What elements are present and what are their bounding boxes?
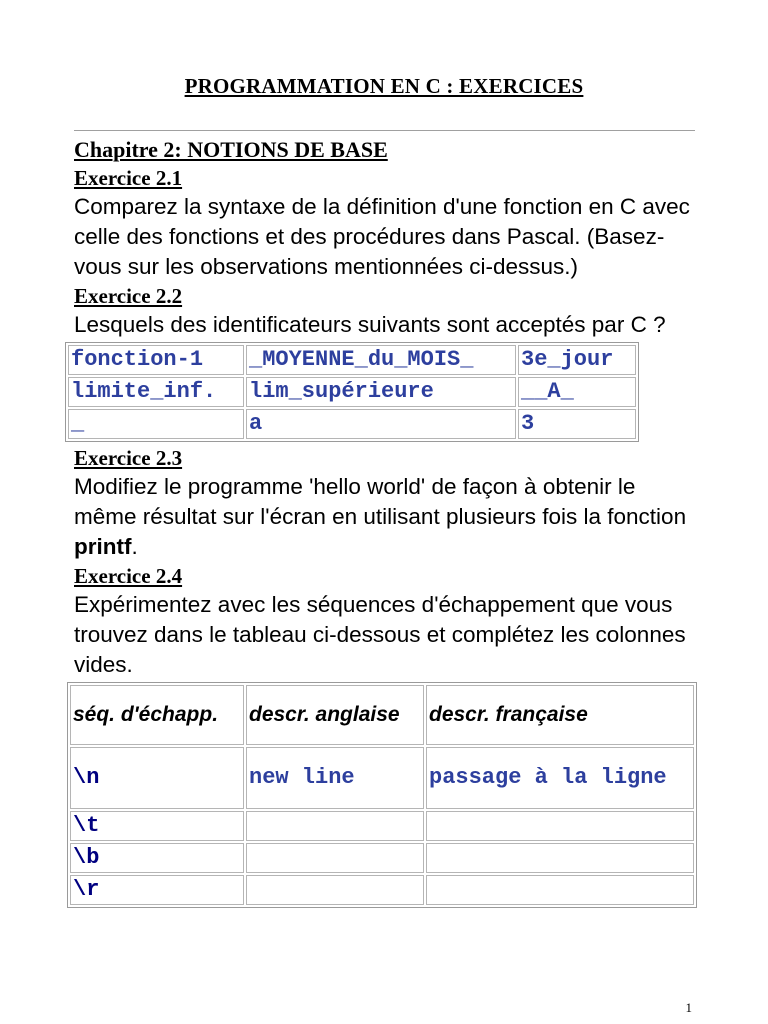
- header-cell: descr. française: [426, 685, 694, 745]
- page-title: PROGRAMMATION EN C : EXERCICES: [184, 74, 584, 98]
- escape-cell: \b: [70, 843, 244, 873]
- escape-sequences-table: [67, 682, 697, 908]
- identifier-cell: a: [246, 409, 516, 439]
- table-row: [70, 843, 694, 873]
- french-cell: passage à la ligne: [426, 747, 694, 809]
- english-cell: [246, 811, 424, 841]
- exercise-2-3-title: Exercice 2.3: [74, 446, 183, 470]
- escape-cell: \r: [70, 875, 244, 905]
- exercise-2-1-text: Comparez la syntaxe de la définition d'une fonction en C avec celle des fonctions et des procédures dans Pascal. (Basez-vous sur les observations mentionnées ci-dessus.): [74, 194, 690, 279]
- page-number: 1: [685, 1000, 692, 1015]
- header-cell: descr. anglaise: [246, 685, 424, 745]
- identifier-cell: __A_: [518, 377, 636, 407]
- identifier-cell: fonction-1: [68, 345, 244, 375]
- identifier-cell: _: [68, 409, 244, 439]
- exercise-2-2-title: Exercice 2.2: [74, 284, 183, 308]
- identifier-cell: limite_inf.: [68, 377, 244, 407]
- exercise-2-2-text: Lesquels des identificateurs suivants sont acceptés par C ?: [74, 312, 666, 337]
- exercise-2-4-text: Expérimentez avec les séquences d'échappement que vous trouvez dans le tableau ci-dessous et complétez les colonnes vides.: [74, 592, 686, 677]
- escape-cell: \t: [70, 811, 244, 841]
- identifier-cell: lim_supérieure: [246, 377, 516, 407]
- chapter-heading: Chapitre 2: NOTIONS DE BASE: [74, 137, 388, 162]
- table-row: [68, 409, 636, 439]
- identifiers-table: [65, 342, 639, 442]
- horizontal-rule: [74, 130, 695, 131]
- exercise-2-1-title: Exercice 2.1: [74, 166, 183, 190]
- escape-cell: \n: [70, 747, 244, 809]
- table-row: [68, 377, 636, 407]
- english-cell: new line: [246, 747, 424, 809]
- document-body: [71, 136, 704, 910]
- table-header-row: [70, 685, 694, 745]
- table-row: [70, 875, 694, 905]
- english-cell: [246, 875, 424, 905]
- table-row: [68, 345, 636, 375]
- french-cell: [426, 843, 694, 873]
- table-row: [70, 747, 694, 809]
- printf-keyword: printf: [74, 534, 132, 559]
- identifier-cell: 3e_jour: [518, 345, 636, 375]
- french-cell: [426, 811, 694, 841]
- identifier-cell: 3: [518, 409, 636, 439]
- identifier-cell: _MOYENNE_du_MOIS_: [246, 345, 516, 375]
- header-cell: séq. d'échapp.: [70, 685, 244, 745]
- table-row: [70, 811, 694, 841]
- french-cell: [426, 875, 694, 905]
- exercise-2-4-title: Exercice 2.4: [74, 564, 183, 588]
- english-cell: [246, 843, 424, 873]
- exercise-2-3-text: Modifiez le programme 'hello world' de façon à obtenir le même résultat sur l'écran en utilisant plusieurs fois la fonction printf.: [74, 474, 687, 559]
